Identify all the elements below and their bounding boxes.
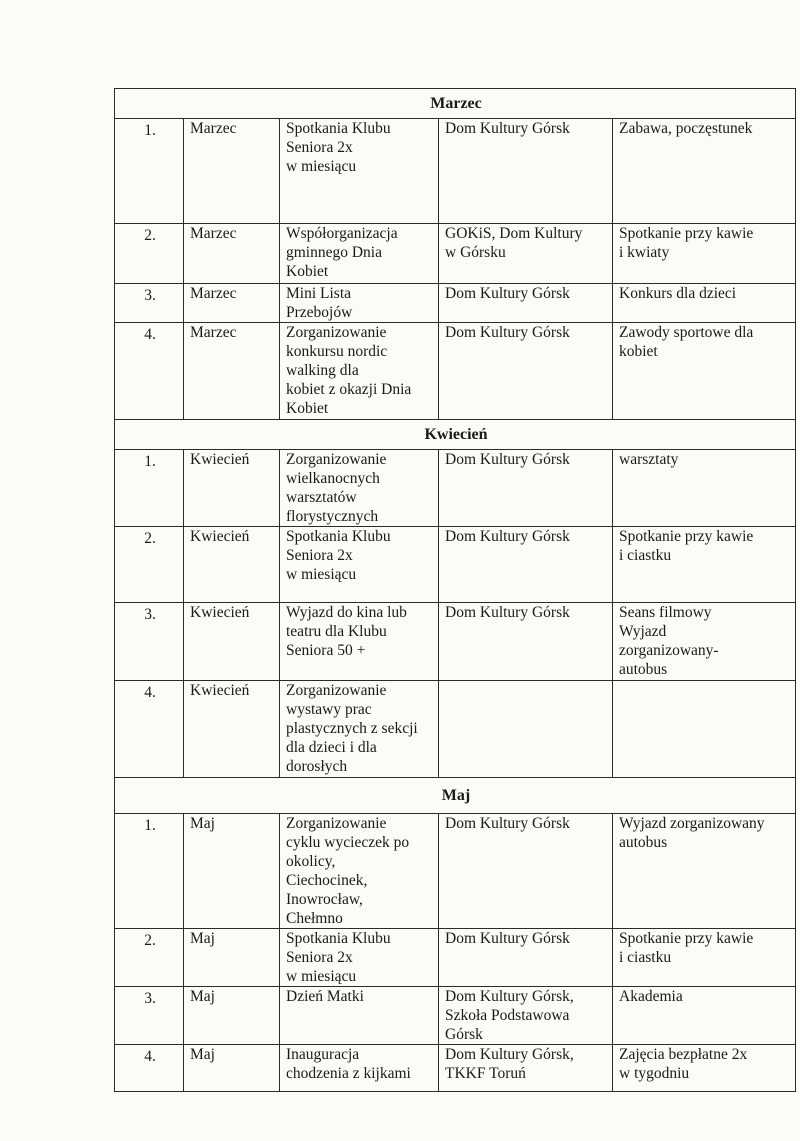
month-cell: Kwiecień — [184, 681, 280, 778]
row-number — [115, 284, 184, 323]
row-number — [115, 1045, 184, 1092]
month-cell: Marzec — [184, 119, 280, 224]
section-title: Maj — [115, 778, 796, 814]
activity-line: gminnego Dnia — [286, 244, 382, 261]
table-row — [115, 119, 796, 224]
activity-line: warsztatów — [286, 489, 357, 506]
form-cell — [613, 603, 796, 681]
form-line: autobus — [619, 834, 668, 851]
month-cell: Kwiecień — [184, 527, 280, 603]
place-line: Dom Kultury Górsk — [445, 930, 570, 947]
activity-line: Spotkania Klubu — [286, 528, 391, 545]
activity-line: Wyjazd do kina lub — [286, 604, 407, 621]
place-line: w Górsku — [445, 244, 506, 261]
table-row — [115, 603, 796, 681]
form-line: Seans filmowy — [619, 604, 712, 621]
table-row — [115, 929, 796, 987]
row-number-text: 2. — [144, 530, 156, 547]
place-line: TKKF Toruń — [445, 1065, 526, 1082]
place-line: Dom Kultury Górsk, — [445, 1046, 574, 1063]
activity-line: Spotkania Klubu — [286, 930, 391, 947]
month-cell: Maj — [184, 929, 280, 987]
activity-cell — [280, 681, 439, 778]
activity-line: Ciechocinek, — [286, 872, 368, 889]
table-row — [115, 323, 796, 420]
place-cell — [439, 527, 613, 603]
form-cell — [613, 987, 796, 1045]
activity-line: w miesiącu — [286, 566, 357, 583]
month-section-header — [115, 778, 796, 814]
place-line: Górsk — [445, 1026, 483, 1043]
form-cell — [613, 527, 796, 603]
section-title: Kwiecień — [115, 420, 796, 450]
form-cell — [613, 284, 796, 323]
place-line: Dom Kultury Górsk — [445, 604, 570, 621]
activity-line: Zorganizowanie — [286, 682, 387, 699]
place-line: Dom Kultury Górsk — [445, 815, 570, 832]
form-line: Zajęcia bezpłatne 2x — [619, 1046, 748, 1063]
row-number-text: 3. — [144, 606, 156, 623]
row-number-text: 3. — [144, 287, 156, 304]
activity-cell — [280, 814, 439, 929]
place-line: Dom Kultury Górsk — [445, 120, 570, 137]
activity-line: florystycznych — [286, 508, 379, 525]
activity-cell — [280, 284, 439, 323]
activity-cell — [280, 119, 439, 224]
row-number-text: 2. — [144, 227, 156, 244]
place-cell — [439, 284, 613, 323]
place-cell — [439, 224, 613, 284]
place-line: Dom Kultury Górsk — [445, 324, 570, 341]
form-cell — [613, 814, 796, 929]
row-number-text: 4. — [144, 326, 156, 343]
activity-cell — [280, 929, 439, 987]
form-cell — [613, 1045, 796, 1092]
form-line: Zabawa, poczęstunek — [619, 120, 753, 137]
row-number-text: 4. — [144, 1048, 156, 1065]
activity-line: wystawy prac — [286, 701, 372, 718]
month-cell: Maj — [184, 987, 280, 1045]
activity-line: chodzenia z kijkami — [286, 1065, 411, 1082]
form-line: Konkurs dla dzieci — [619, 285, 737, 302]
row-number — [115, 987, 184, 1045]
place-cell — [439, 987, 613, 1045]
row-number — [115, 224, 184, 284]
activity-line: Spotkania Klubu — [286, 120, 391, 137]
activity-line: Seniora 2x — [286, 949, 353, 966]
table-row — [115, 1045, 796, 1092]
activity-line: w miesiącu — [286, 968, 357, 985]
row-number-text: 4. — [144, 684, 156, 701]
activity-line: Inowrocław, — [286, 891, 363, 908]
form-line: i ciastku — [619, 547, 672, 564]
activity-line: Inauguracja — [286, 1046, 360, 1063]
activity-line: wielkanocnych — [286, 470, 380, 487]
table-row — [115, 284, 796, 323]
month-cell: Marzec — [184, 323, 280, 420]
form-line: Wyjazd zorganizowany — [619, 815, 765, 832]
activity-line: cyklu wycieczek po — [286, 834, 410, 851]
form-line: Spotkanie przy kawie — [619, 225, 754, 242]
place-cell — [439, 681, 613, 778]
form-line: Akademia — [619, 988, 683, 1005]
form-line: autobus — [619, 661, 668, 678]
form-line: i ciastku — [619, 949, 672, 966]
row-number-text: 2. — [144, 932, 156, 949]
activity-line: dla dzieci i dla — [286, 739, 377, 756]
row-number — [115, 323, 184, 420]
activity-line: Seniora 2x — [286, 547, 353, 564]
form-cell — [613, 450, 796, 527]
activity-cell — [280, 1045, 439, 1092]
activity-line: Zorganizowanie — [286, 451, 387, 468]
row-number — [115, 450, 184, 527]
month-cell: Marzec — [184, 224, 280, 284]
place-line: Szkoła Podstawowa — [445, 1007, 570, 1024]
month-cell: Maj — [184, 814, 280, 929]
place-line: Dom Kultury Górsk — [445, 285, 570, 302]
activity-line: Seniora 2x — [286, 139, 353, 156]
form-line: Wyjazd — [619, 623, 667, 640]
activity-line: Seniora 50 + — [286, 642, 366, 659]
place-line: Dom Kultury Górsk — [445, 451, 570, 468]
month-cell: Kwiecień — [184, 603, 280, 681]
table-row — [115, 681, 796, 778]
activity-line: Dzień Matki — [286, 988, 364, 1005]
place-cell — [439, 323, 613, 420]
row-number — [115, 814, 184, 929]
month-section-header — [115, 89, 796, 119]
activity-line: Mini Lista — [286, 285, 352, 302]
row-number — [115, 603, 184, 681]
activity-cell — [280, 450, 439, 527]
row-number-text: 1. — [144, 453, 156, 470]
activity-line: plastycznych z sekcji — [286, 720, 418, 737]
row-number-text: 1. — [144, 817, 156, 834]
activity-cell — [280, 323, 439, 420]
activity-line: teatru dla Klubu — [286, 623, 387, 640]
table-row — [115, 450, 796, 527]
form-line: Spotkanie przy kawie — [619, 930, 754, 947]
row-number — [115, 929, 184, 987]
activity-line: okolicy, — [286, 853, 336, 870]
activity-line: Zorganizowanie — [286, 815, 387, 832]
place-cell — [439, 603, 613, 681]
table-row — [115, 224, 796, 284]
table-row — [115, 987, 796, 1045]
row-number-text: 3. — [144, 990, 156, 1007]
activity-line: Kobiet — [286, 263, 329, 280]
activity-line: dorosłych — [286, 758, 348, 775]
row-number-text: 1. — [144, 122, 156, 139]
form-line: kobiet — [619, 343, 658, 360]
place-line: Dom Kultury Górsk — [445, 528, 570, 545]
activity-line: konkursu nordic — [286, 343, 388, 360]
form-line: warsztaty — [619, 451, 679, 468]
form-cell — [613, 681, 796, 778]
place-cell — [439, 814, 613, 929]
activity-cell — [280, 527, 439, 603]
activity-line: Współorganizacja — [286, 225, 398, 242]
activity-line: Chełmno — [286, 910, 343, 927]
month-cell: Maj — [184, 1045, 280, 1092]
row-number — [115, 527, 184, 603]
row-number — [115, 119, 184, 224]
table-row — [115, 527, 796, 603]
schedule-table — [114, 88, 796, 1092]
place-line: GOKiS, Dom Kultury — [445, 225, 583, 242]
form-line: zorganizowany- — [619, 642, 719, 659]
form-cell — [613, 323, 796, 420]
form-line: w tygodniu — [619, 1065, 690, 1082]
form-cell — [613, 224, 796, 284]
month-cell: Kwiecień — [184, 450, 280, 527]
form-line: Spotkanie przy kawie — [619, 528, 754, 545]
activity-line: Przebojów — [286, 304, 353, 321]
place-cell — [439, 450, 613, 527]
form-line: Zawody sportowe dla — [619, 324, 754, 341]
activity-line: Kobiet — [286, 400, 329, 417]
table-row — [115, 814, 796, 929]
place-line: Dom Kultury Górsk, — [445, 988, 574, 1005]
section-title: Marzec — [115, 89, 796, 119]
activity-line: walking dla — [286, 362, 359, 379]
month-section-header — [115, 420, 796, 450]
form-line: i kwiaty — [619, 244, 670, 261]
form-cell — [613, 929, 796, 987]
activity-line: Zorganizowanie — [286, 324, 387, 341]
row-number — [115, 681, 184, 778]
place-cell — [439, 1045, 613, 1092]
month-cell: Marzec — [184, 284, 280, 323]
activity-line: w miesiącu — [286, 158, 357, 175]
activity-line: kobiet z okazji Dnia — [286, 381, 412, 398]
activity-cell — [280, 603, 439, 681]
activity-cell — [280, 224, 439, 284]
place-cell — [439, 929, 613, 987]
form-cell — [613, 119, 796, 224]
place-cell — [439, 119, 613, 224]
activity-cell — [280, 987, 439, 1045]
